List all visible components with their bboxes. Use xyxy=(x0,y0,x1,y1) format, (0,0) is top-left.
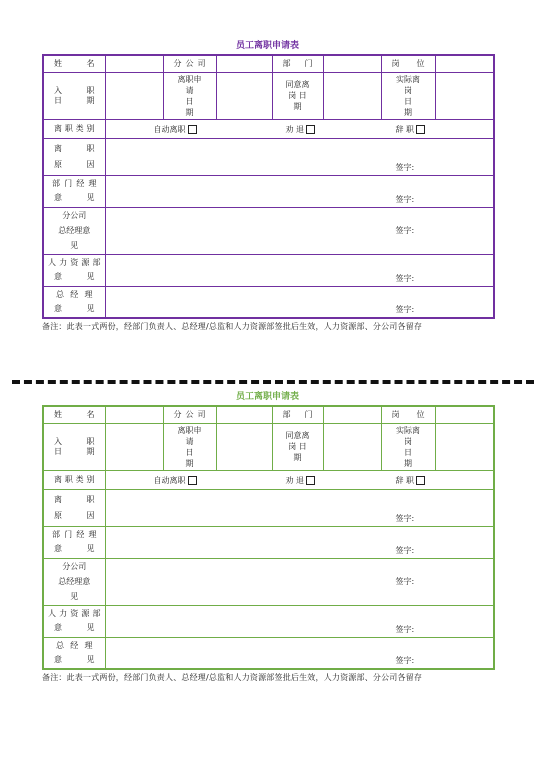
checkbox-icon[interactable] xyxy=(306,476,315,485)
gm-opinion[interactable] xyxy=(105,286,494,318)
option-resign[interactable]: 辞 职 xyxy=(396,124,426,135)
branch-gm-opinion[interactable] xyxy=(105,558,494,605)
footnote: 备注：此表一式两份，经部门负责人、总经理/总监和人力资源部签批后生效，人力资源部、分公司各留存 xyxy=(42,673,423,682)
label-dept-manager: 部门经理 意 见 xyxy=(43,175,105,207)
value-name[interactable] xyxy=(105,55,163,72)
label-category: 离职类别 xyxy=(43,470,105,489)
value-entry-date[interactable] xyxy=(105,423,163,470)
hr-opinion[interactable] xyxy=(105,605,494,637)
form-title: 员工离职申请表 xyxy=(235,392,299,402)
label-branch: 分公司 xyxy=(163,55,216,72)
label-gm: 总 经 理 意 见 xyxy=(43,637,105,669)
footnote: 备注：此表一式两份，经部门负责人、总经理/总监和人力资源部签批后生效，人力资源部、分公司各留存 xyxy=(42,322,423,331)
label-post: 岗 位 xyxy=(381,55,435,72)
checkbox-icon[interactable] xyxy=(416,476,425,485)
value-name[interactable] xyxy=(105,406,163,423)
option-persuaded[interactable]: 劝 退 xyxy=(286,475,316,486)
checkbox-icon[interactable] xyxy=(416,125,425,134)
label-apply-date: 离职申 请 日 期 xyxy=(163,72,216,119)
option-auto-resign[interactable]: 自动离职 xyxy=(154,124,197,135)
value-branch[interactable] xyxy=(216,55,272,72)
label-category: 离职类别 xyxy=(43,119,105,138)
dept-manager-opinion[interactable] xyxy=(105,175,494,207)
resignation-form-1 xyxy=(42,38,493,333)
category-options xyxy=(105,119,494,138)
label-entry-date: 入 职 日 期 xyxy=(43,423,105,470)
value-dept[interactable] xyxy=(323,55,381,72)
signature-label: 签字: xyxy=(395,194,415,204)
label-gm: 总 经 理 意 见 xyxy=(43,286,105,318)
label-apply-date: 离职申 请 日 期 xyxy=(163,423,216,470)
label-branch-gm: 分公司 总经理意 见 xyxy=(43,207,105,254)
hr-opinion[interactable] xyxy=(105,254,494,286)
label-name: 姓 名 xyxy=(43,55,105,72)
value-actual-date[interactable] xyxy=(435,423,494,470)
signature-label: 签字: xyxy=(395,545,415,555)
signature-label: 签字: xyxy=(395,305,415,314)
signature-label: 签字: xyxy=(395,656,415,665)
label-hr: 人力资源部 意 见 xyxy=(43,605,105,637)
label-approve-date: 同意离 岗 日 期 xyxy=(272,72,323,119)
form-title: 员工离职申请表 xyxy=(235,41,299,51)
value-post[interactable] xyxy=(435,406,494,423)
label-approve-date: 同意离 岗 日 期 xyxy=(272,423,323,470)
option-resign[interactable]: 辞 职 xyxy=(396,475,426,486)
label-hr: 人力资源部 意 见 xyxy=(43,254,105,286)
label-actual-date: 实际离 岗 日 期 xyxy=(381,72,435,119)
label-entry-date: 入 职 日 期 xyxy=(43,72,105,119)
resignation-form-2 xyxy=(42,389,493,684)
value-dept[interactable] xyxy=(323,406,381,423)
dept-manager-opinion[interactable] xyxy=(105,526,494,558)
cut-line xyxy=(12,380,534,384)
signature-label: 签字: xyxy=(395,273,415,283)
label-branch-gm: 分公司 总经理意 见 xyxy=(43,558,105,605)
form-table xyxy=(42,54,495,319)
label-reason: 离 职 原 因 xyxy=(43,138,105,175)
option-auto-resign[interactable]: 自动离职 xyxy=(154,475,197,486)
value-approve-date[interactable] xyxy=(323,72,381,119)
gm-opinion[interactable] xyxy=(105,637,494,669)
label-actual-date: 实际离 岗 日 期 xyxy=(381,423,435,470)
label-post: 岗 位 xyxy=(381,406,435,423)
checkbox-icon[interactable] xyxy=(188,125,197,134)
value-post[interactable] xyxy=(435,55,494,72)
branch-gm-opinion[interactable] xyxy=(105,207,494,254)
reason-field[interactable] xyxy=(105,489,494,526)
signature-label: 签字: xyxy=(395,513,415,523)
value-actual-date[interactable] xyxy=(435,72,494,119)
checkbox-icon[interactable] xyxy=(188,476,197,485)
signature-label: 签字: xyxy=(395,576,415,586)
form-table xyxy=(42,405,495,670)
value-entry-date[interactable] xyxy=(105,72,163,119)
value-approve-date[interactable] xyxy=(323,423,381,470)
label-dept-manager: 部门经理 意 见 xyxy=(43,526,105,558)
reason-field[interactable] xyxy=(105,138,494,175)
label-reason: 离 职 原 因 xyxy=(43,489,105,526)
value-apply-date[interactable] xyxy=(216,423,272,470)
checkbox-icon[interactable] xyxy=(306,125,315,134)
signature-label: 签字: xyxy=(395,624,415,634)
signature-label: 签字: xyxy=(395,162,415,172)
signature-label: 签字: xyxy=(395,225,415,235)
label-branch: 分公司 xyxy=(163,406,216,423)
label-dept: 部 门 xyxy=(272,55,323,72)
label-dept: 部 门 xyxy=(272,406,323,423)
value-branch[interactable] xyxy=(216,406,272,423)
value-apply-date[interactable] xyxy=(216,72,272,119)
category-options xyxy=(105,470,494,489)
option-persuaded[interactable]: 劝 退 xyxy=(286,124,316,135)
label-name: 姓 名 xyxy=(43,406,105,423)
